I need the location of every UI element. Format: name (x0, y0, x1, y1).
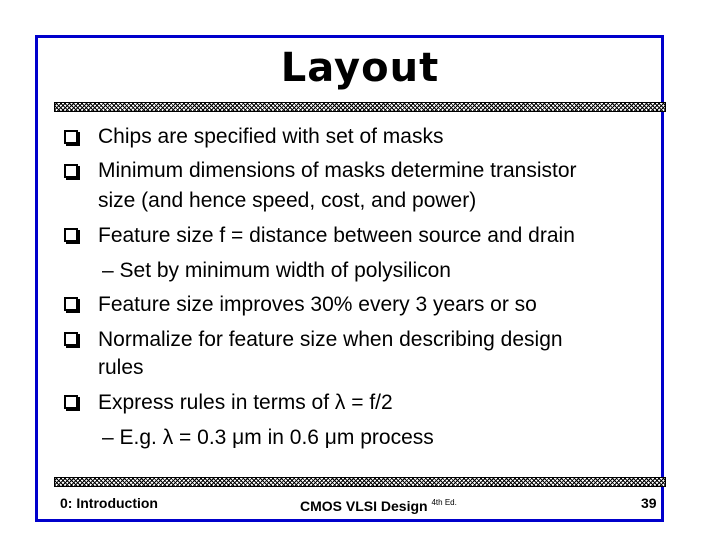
footer-page-number: 39 (641, 495, 657, 511)
bullet-marker (64, 130, 78, 144)
bullet-text: Feature size f = distance between source and drain (98, 224, 575, 247)
bullet-marker (64, 164, 78, 178)
slide-title: Layout (280, 45, 440, 91)
bullet-text-continued: rules (98, 356, 144, 379)
bullet-text: Minimum dimensions of masks determine transistor (98, 159, 577, 182)
bullet-text: Express rules in terms of λ = f/2 (98, 391, 393, 414)
footer-divider (54, 477, 666, 487)
bullet-text: Chips are specified with set of masks (98, 125, 444, 148)
footer-chapter: 0: Introduction (60, 495, 158, 511)
bullet-text-continued: size (and hence speed, cost, and power) (98, 189, 477, 212)
footer-edition: 4th Ed. (431, 498, 457, 507)
subbullet-text: – E.g. λ = 0.3 μm in 0.6 μm process (102, 426, 434, 449)
bullet-marker (64, 228, 78, 242)
bullet-text: Normalize for feature size when describing design (98, 328, 563, 351)
subbullet-text: – Set by minimum width of polysilicon (102, 259, 451, 282)
bullet-marker (64, 297, 78, 311)
bullet-text: Feature size improves 30% every 3 years or so (98, 293, 537, 316)
bullet-marker (64, 332, 78, 346)
footer-course-title: CMOS VLSI Design (300, 498, 428, 514)
footer-course (300, 494, 457, 515)
bullet-marker (64, 395, 78, 409)
